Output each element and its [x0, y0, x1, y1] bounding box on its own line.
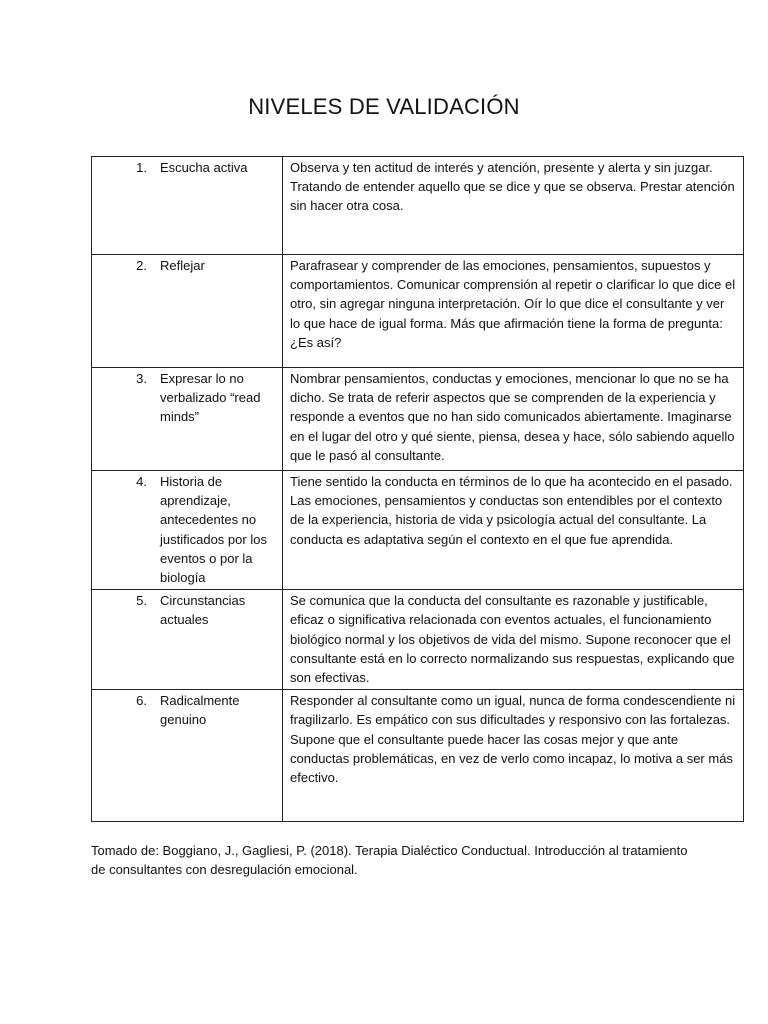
- level-name: Escucha activa: [160, 160, 248, 175]
- level-number: 4.: [136, 474, 147, 489]
- table-row: [92, 590, 744, 690]
- level-name-cell: [92, 157, 283, 255]
- level-name: Circunstancias actuales: [160, 593, 246, 628]
- level-description: Nombrar pensamientos, conductas y emociones, mencionar lo que no se ha dicho. Se trata de referir aspectos que se comprenden de la experiencia y responde a eventos que no han sido comunicados abiertamente. Imaginarse en el lugar del otro y qué siente, piensa, desea y hace, sólo sabiendo aquello que le pasó al consultante.: [290, 371, 735, 463]
- level-description: Tiene sentido la conducta en términos de lo que ha acontecido en el pasado. Las emociones, pensamientos y conductas son entendibles por el contexto de la experiencia, historia de vida y psicología actual del consultante. La conducta es adaptativa según el contexto en el que fue aprendida.: [290, 474, 733, 547]
- level-name-cell: [92, 368, 283, 471]
- level-description-cell: [283, 690, 744, 822]
- level-number: 2.: [136, 258, 147, 273]
- level-number: 5.: [136, 593, 147, 609]
- level-number: 6.: [136, 693, 147, 709]
- level-number: 3.: [136, 371, 147, 386]
- level-name: Reflejar: [160, 258, 205, 273]
- table-row: [92, 690, 744, 822]
- level-description-cell: [283, 368, 744, 471]
- level-number: 1.: [136, 160, 147, 175]
- validation-levels-table: [91, 156, 744, 822]
- level-name-cell: [92, 690, 283, 822]
- level-description-cell: [283, 590, 744, 690]
- source-citation: Tomado de: Boggiano, J., Gagliesi, P. (2018). Terapia Dialéctico Conductual. Introducción al tratamiento de consultantes con desregulación emocional.: [91, 843, 688, 878]
- table-row: [92, 255, 744, 368]
- level-description: Observa y ten actitud de interés y atención, presente y alerta y sin juzgar. Tratando de entender aquello que se dice y que se observa. Prestar atención sin hacer otra cosa.: [290, 160, 735, 214]
- level-name: Historia de aprendizaje, antecedentes no justificados por los eventos o por la biología: [160, 474, 267, 586]
- level-description-cell: [283, 471, 744, 590]
- level-description: Parafrasear y comprender de las emociones, pensamientos, supuestos y comportamientos. Comunicar comprensión al repetir o clarificar lo que dice el otro, sin agregar ninguna interpretación. Oír lo que dice el consultante y ver lo que hace de igual forma. Más que afirmación tiene la forma de pregunta: ¿Es así?: [290, 258, 736, 350]
- level-description-cell: [283, 157, 744, 255]
- level-description-cell: [283, 255, 744, 368]
- table-row: [92, 471, 744, 590]
- level-description: Responder al consultante como un igual, nunca de forma condescendiente ni fragilizarlo. Es empático con sus dificultades y responsivo con las fortalezas. Supone que el consultante puede hacer las cosas mejor y que ante conductas problemáticas, en vez de verlo como incapaz, lo motiva a ser más efectivo.: [290, 693, 736, 786]
- level-name: Radicalmente genuino: [160, 693, 240, 728]
- table-row: [92, 157, 744, 255]
- page-title: NIVELES DE VALIDACIÓN: [248, 94, 520, 119]
- level-name: Expresar lo no verbalizado “read minds”: [160, 371, 261, 425]
- level-description: Se comunica que la conducta del consultante es razonable y justificable, eficaz o significativa relacionada con eventos actuales, el funcionamiento biológico normal y los objetivos de vida del mismo. Supone reconocer que el consultante está en lo correcto normalizando sus respuestas, explicando que son efectivas.: [290, 593, 735, 686]
- level-name-cell: [92, 255, 283, 368]
- table-row: [92, 368, 744, 471]
- level-name-cell: [92, 590, 283, 690]
- level-name-cell: [92, 471, 283, 590]
